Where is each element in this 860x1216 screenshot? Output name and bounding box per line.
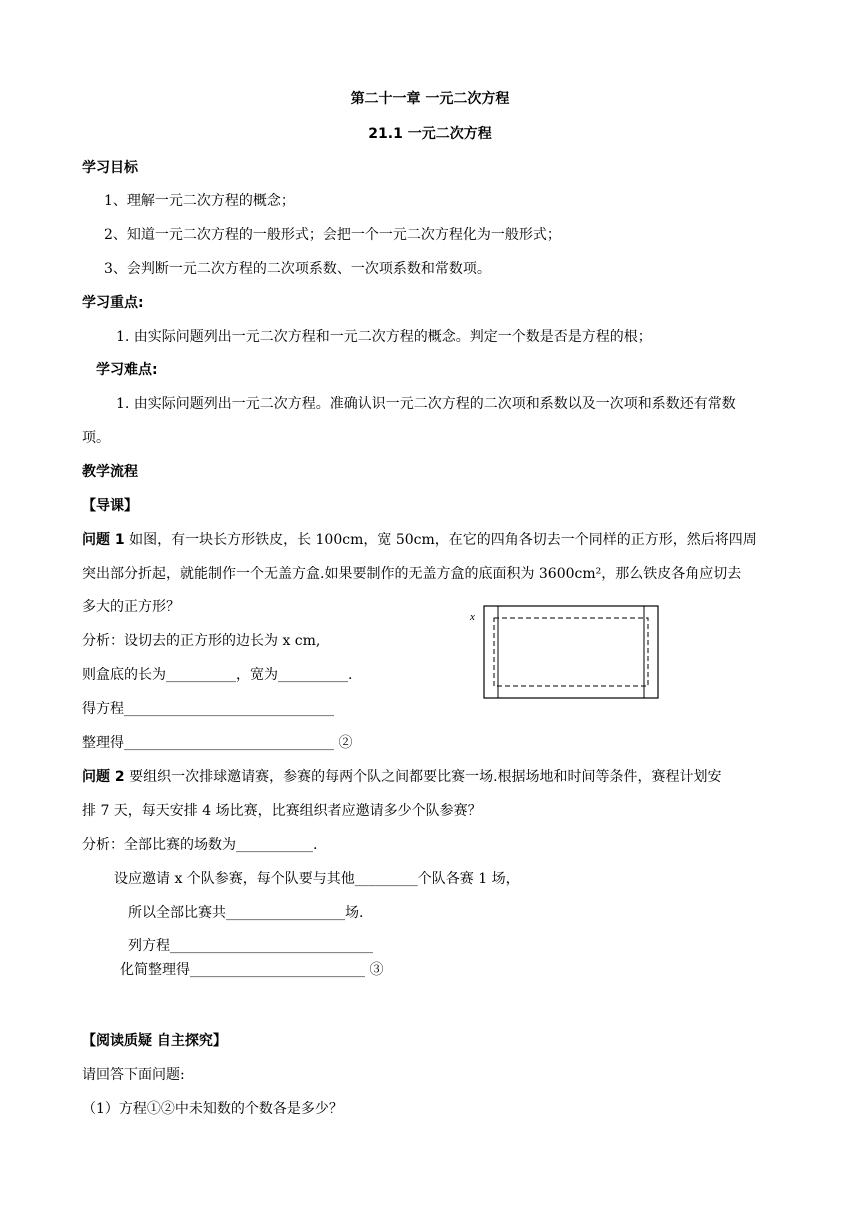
problem1-label: 问题 1	[82, 532, 125, 548]
problem1-line2: 突出部分折起，就能制作一个无盖方盒.如果要制作的无盖方盒的底面积为 3600cm²，那么铁皮各角应切去	[82, 566, 742, 582]
x-label: x	[470, 611, 475, 623]
key-points-heading: 学习重点:	[82, 295, 144, 311]
goal-item-1: 1、理解一元二次方程的概念；	[104, 193, 295, 209]
problem2-equation: 列方程_____________________________	[128, 938, 373, 954]
sheet-metal-figure	[462, 604, 662, 700]
section-title: 21.1 一元二次方程	[368, 126, 492, 142]
flow-heading: 教学流程	[82, 464, 138, 480]
key-point-item: 1. 由实际问题列出一元二次方程和一元二次方程的概念。判定一个数是否是方程的根；	[116, 329, 652, 345]
problem2-text-1: 要组织一次排球邀请赛，参赛的每两个队之间都要比赛一场.根据场地和时间等条件，赛程计划安	[124, 769, 722, 785]
dashed-fold-rectangle	[494, 618, 648, 686]
problem2-simplified: 化简整理得_________________________ ③	[120, 962, 384, 978]
goals-heading: 学习目标	[82, 160, 138, 176]
goal-item-3: 3、会判断一元二次方程的二次项系数、一次项系数和常数项。	[104, 261, 491, 277]
reading-question-1: （1）方程①②中未知数的个数各是多少？	[82, 1101, 343, 1117]
problem1-equation: 得方程______________________________	[82, 701, 334, 717]
problem2-label: 问题 2	[82, 769, 125, 785]
problem1-line3: 多大的正方形？	[82, 599, 180, 615]
intro-heading: 【导课】	[82, 498, 138, 514]
problem2-setup: 设应邀请 x 个队参赛，每个队要与其他_________个队各赛 1 场，	[114, 871, 520, 887]
goal-item-2: 2、知道一元二次方程的一般形式；会把一个一元二次方程化为一般形式；	[104, 227, 561, 243]
problem2-line1	[82, 767, 722, 787]
difficulties-heading: 学习难点:	[96, 362, 158, 378]
problem1-line1	[82, 530, 757, 550]
problem2-analysis: 分析：全部比赛的场数为___________.	[82, 837, 318, 853]
problem1-box-dims: 则盒底的长为__________，宽为__________.	[82, 667, 353, 683]
problem1-text-1: 如图，有一块长方形铁皮，长 100cm，宽 50cm，在它的四角各切去一个同样的正方形，然后将四周	[129, 532, 757, 548]
reading-heading: 【阅读质疑 自主探究】	[82, 1033, 227, 1049]
problem1-simplified: 整理得______________________________ ②	[82, 735, 353, 751]
chapter-title: 第二十一章 一元二次方程	[350, 91, 510, 107]
problem2-line2: 排 7 天，每天安排 4 场比赛，比赛组织者应邀请多少个队参赛？	[82, 803, 482, 819]
sheet-metal-diagram	[462, 604, 662, 700]
difficulty-line-2: 项。	[82, 430, 110, 446]
problem2-total: 所以全部比赛共_________________场.	[128, 905, 364, 921]
outer-rectangle	[484, 606, 658, 698]
problem1-analysis: 分析：设切去的正方形的边长为 x cm,	[82, 633, 321, 649]
reading-prompt: 请回答下面问题:	[82, 1067, 185, 1083]
difficulty-line-1: 1. 由实际问题列出一元二次方程。准确认识一元二次方程的二次项和系数以及一次项和系数还有常数	[116, 396, 736, 412]
